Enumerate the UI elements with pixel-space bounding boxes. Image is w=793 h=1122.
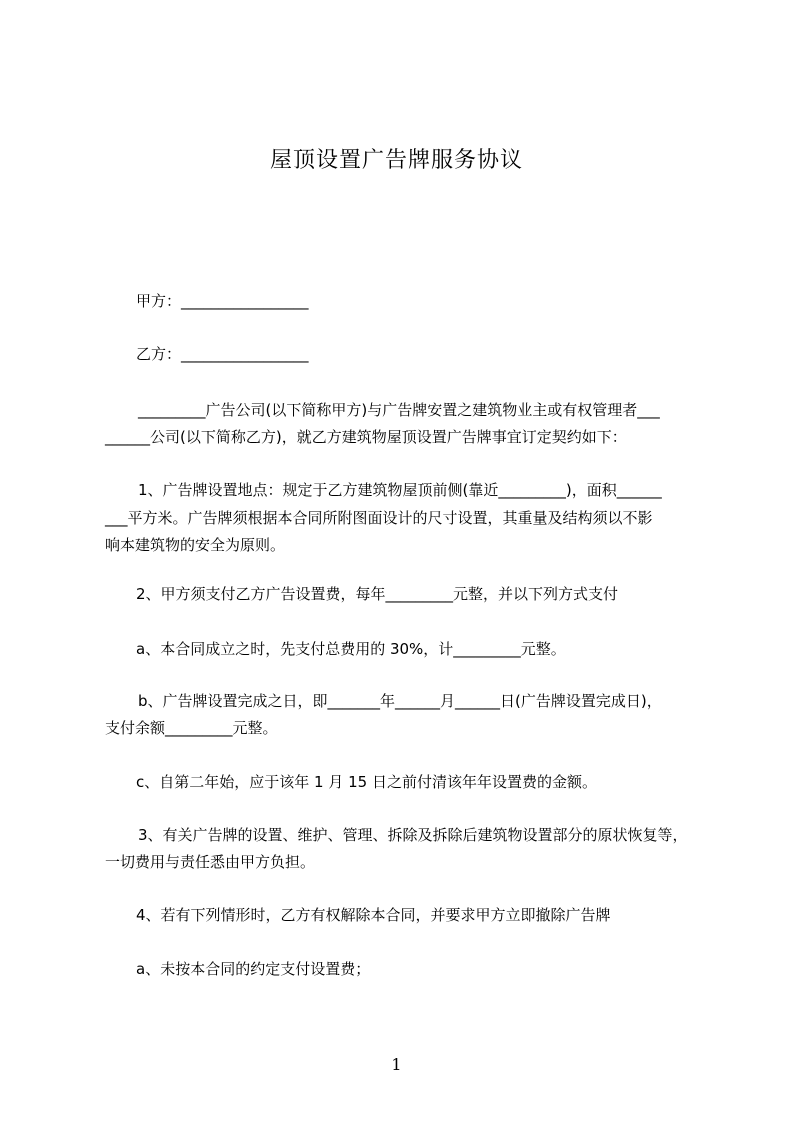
- clause-3-line-2: 一切费用与责任悉由甲方负担。: [105, 853, 316, 871]
- clause-2c-line: c、自第二年始，应于该年 1 月 15 日之前付清该年年设置费的金额。: [136, 773, 597, 791]
- clause-2a-line: a、本合同成立之时，先支付总费用的 30%，计_________元整。: [136, 640, 566, 658]
- clause-1-line-2: ___平方米。广告牌须根据本合同所附图面设计的尺寸设置，其重量及结构须以不影: [105, 509, 653, 527]
- clause-2b-line-1: b、广告牌设置完成之日，即_______年______月______日(广告牌设置完成日)，: [138, 692, 662, 710]
- intro-line-1: _________广告公司(以下简称甲方)与广告牌安置之建筑物业主或有权管理者___: [138, 401, 660, 419]
- clause-1-line-3: 响本建筑物的安全为原则。: [105, 536, 286, 554]
- intro-line-2: ______公司(以下简称乙方)，就乙方建筑物屋顶设置广告牌事宜订定契约如下：: [105, 428, 627, 446]
- party-b-line: 乙方：_________________: [136, 345, 309, 363]
- clause-4a-line: a、未按本合同的约定支付设置费；: [136, 960, 371, 978]
- document-title: 屋顶设置广告牌服务协议: [269, 148, 523, 173]
- clause-3-line-1: 3、有关广告牌的设置、维护、管理、拆除及拆除后建筑物设置部分的原状恢复等，: [138, 826, 688, 844]
- party-a-line: 甲方：_________________: [136, 292, 309, 310]
- clause-1-line-1: 1、广告牌设置地点：规定于乙方建筑物屋顶前侧(靠近_________)，面积______: [138, 481, 662, 499]
- page-number: 1: [391, 1055, 402, 1074]
- clause-4-line: 4、若有下列情形时，乙方有权解除本合同，并要求甲方立即撤除广告牌: [136, 906, 611, 924]
- clause-2b-line-2: 支付余额_________元整。: [105, 719, 278, 737]
- clause-2-line: 2、甲方须支付乙方广告设置费，每年_________元整，并以下列方式支付: [136, 585, 619, 603]
